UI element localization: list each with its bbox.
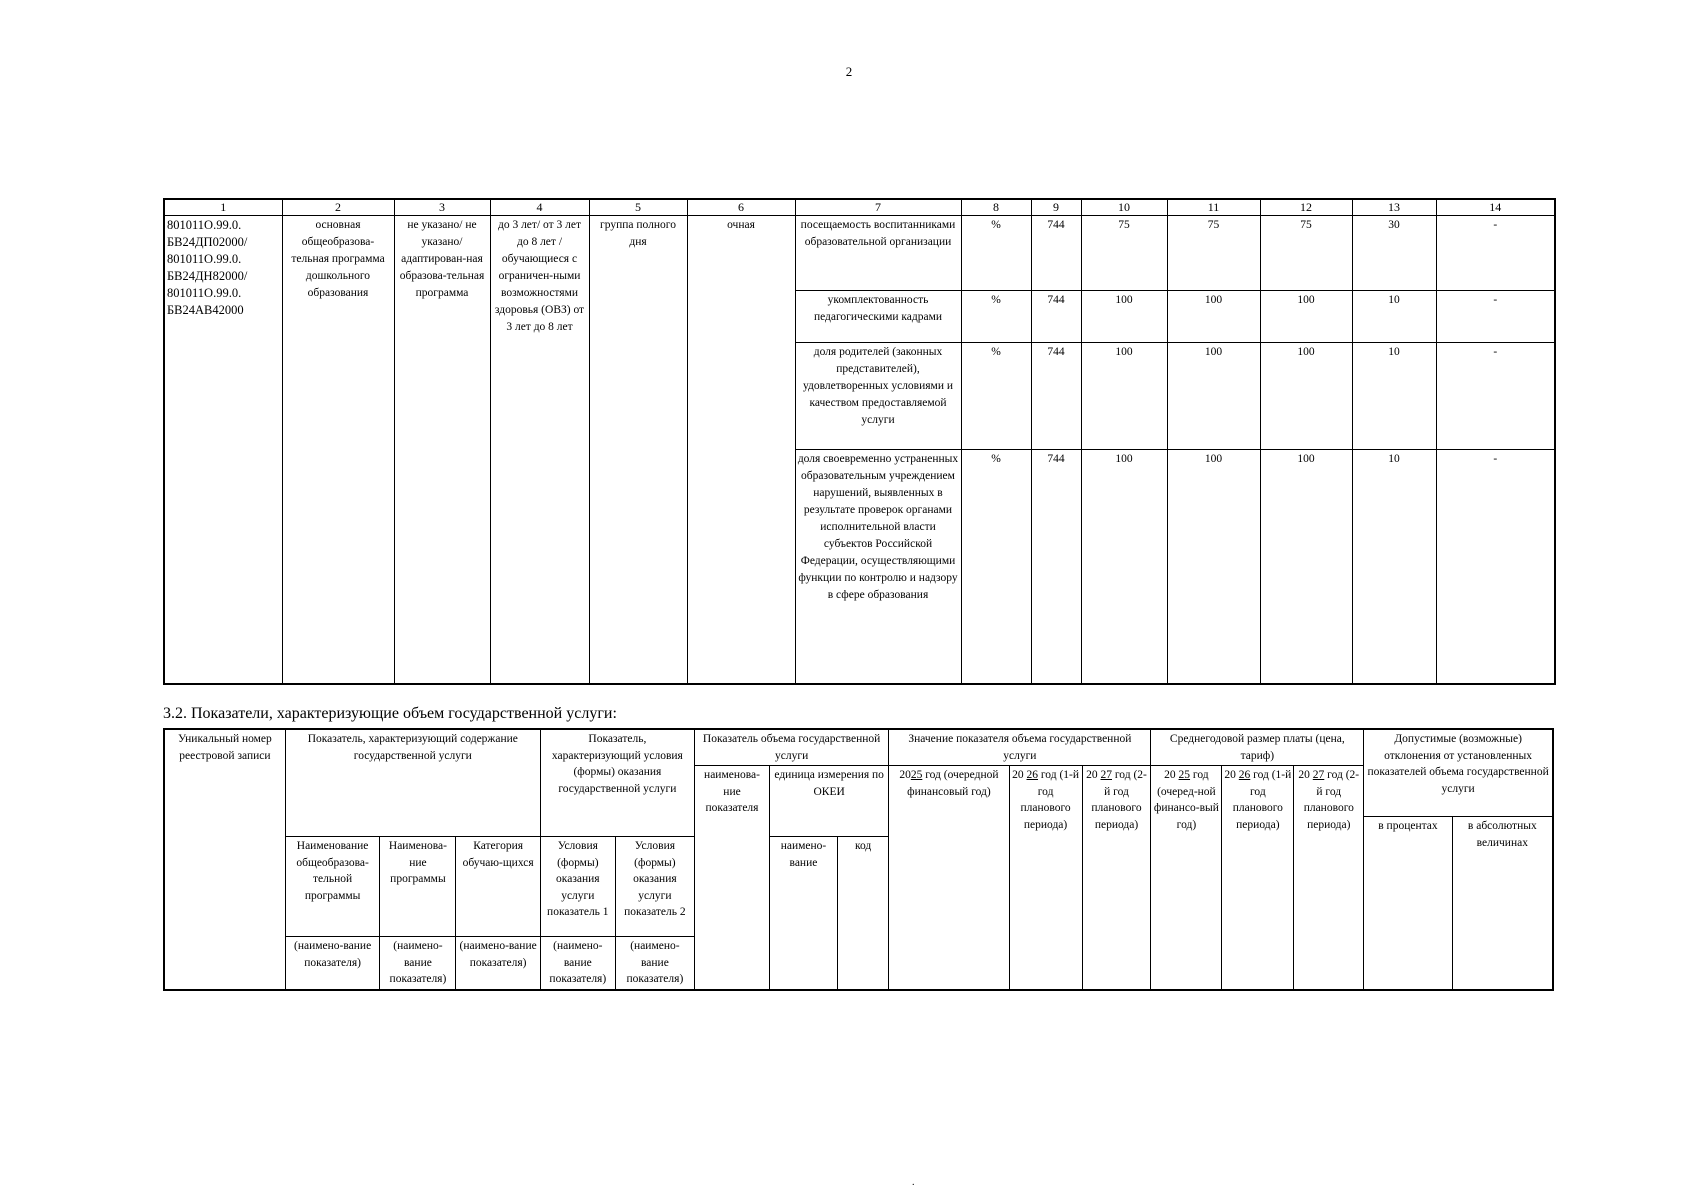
- indicator-deviation-abs: -: [1436, 450, 1555, 684]
- header-row: [164, 729, 1553, 766]
- header-deviations: Допустимые (возможные) отклонения от установленных показателей объема государственной услуги: [1364, 729, 1553, 817]
- header-dev-pct: в процентах: [1364, 817, 1452, 990]
- indicator-value: 100: [1260, 343, 1352, 450]
- year-value: 25: [1178, 769, 1191, 781]
- col-num-12: 12: [1260, 199, 1352, 216]
- registry-code: 801011О.99.0.: [167, 286, 242, 300]
- col-num-3: 3: [394, 199, 490, 216]
- col-num-2: 2: [282, 199, 394, 216]
- indicator-deviation-pct: 30: [1352, 216, 1436, 291]
- year-suffix: год (1-й год планового периода): [1020, 769, 1080, 831]
- header-condition-1: Условия (формы) оказания услуги показатель 1: [540, 837, 615, 937]
- col-num-5: 5: [589, 199, 687, 216]
- indicator-value: 100: [1167, 343, 1260, 450]
- header-indicator-label: (наимено-вание показателя): [615, 937, 694, 990]
- indicator-value: 100: [1260, 450, 1352, 684]
- indicator-unit: %: [961, 291, 1031, 343]
- indicator-code: 744: [1031, 216, 1081, 291]
- header-unit-name: наимено-вание: [770, 837, 838, 990]
- year-suffix: год (2-й год планового периода): [1091, 769, 1147, 831]
- indicator-name: укомплектованность педагогическими кадрами: [795, 291, 961, 343]
- indicator-deviation-abs: -: [1436, 216, 1555, 291]
- header-indicator-label: (наимено-вание показателя): [380, 937, 456, 990]
- col-num-10: 10: [1081, 199, 1167, 216]
- header-unit-code: код: [837, 837, 888, 990]
- indicator-name: доля родителей (законных представителей), удовлетворенных условиями и качеством предоставляемой услуги: [795, 343, 961, 450]
- header-category: Категория обучаю-щихся: [456, 837, 540, 937]
- indicator-value: 100: [1081, 450, 1167, 684]
- registry-code: БВ24ДН82000/: [167, 269, 248, 283]
- indicator-value: 100: [1081, 291, 1167, 343]
- header-unit: единица измерения по ОКЕИ: [770, 766, 889, 837]
- indicator-code: 744: [1031, 343, 1081, 450]
- indicator-deviation-abs: -: [1436, 291, 1555, 343]
- indicator-name: доля своевременно устраненных образовательным учреждением нарушений, выявленных в результате проверок органами исполнительной власти субъектов Российской Федерации, осуществляющими функции по контролю и надзору в сфере образования: [795, 450, 961, 684]
- col-num-11: 11: [1167, 199, 1260, 216]
- indicator-value: 100: [1260, 291, 1352, 343]
- year-prefix: 20: [1224, 769, 1236, 781]
- header-unique-number: Уникальный номер реестровой записи: [164, 729, 285, 990]
- header-content: Показатель, характеризующий содержание государственной услуги: [285, 729, 540, 837]
- col-num-13: 13: [1352, 199, 1436, 216]
- col-num-1: 1: [164, 199, 282, 216]
- indicator-deviation-pct: 10: [1352, 291, 1436, 343]
- indicator-deviation-pct: 10: [1352, 343, 1436, 450]
- indicator-unit: %: [961, 216, 1031, 291]
- program-type-cell: не указано/ не указано/ адаптирован-ная образова-тельная программа: [394, 216, 490, 684]
- indicator-unit: %: [961, 450, 1031, 684]
- program-cell: основная общеобразова-тельная программа дошкольного образования: [282, 216, 394, 684]
- col-num-14: 14: [1436, 199, 1555, 216]
- indicator-value: 75: [1260, 216, 1352, 291]
- header-dev-abs: в абсолютных величинах: [1452, 817, 1553, 990]
- year-prefix: 20: [1298, 769, 1310, 781]
- year-prefix: 20: [1164, 769, 1176, 781]
- col-num-6: 6: [687, 199, 795, 216]
- col-num-8: 8: [961, 199, 1031, 216]
- indicator-deviation-pct: 10: [1352, 450, 1436, 684]
- indicator-name: посещаемость воспитанниками образовательной организации: [795, 216, 961, 291]
- header-volume: Показатель объема государственной услуги: [694, 729, 888, 766]
- header-fee: Среднегодовой размер платы (цена, тариф): [1151, 729, 1364, 766]
- header-year-3: [1082, 766, 1151, 990]
- form-cell: очная: [687, 216, 795, 684]
- header-indicator-label: (наимено-вание показателя): [456, 937, 540, 990]
- year-value: 26: [1238, 769, 1251, 781]
- header-year-1: [889, 766, 1009, 990]
- year-prefix: 20: [1086, 769, 1098, 781]
- registry-codes-cell: [164, 216, 282, 684]
- year-suffix: год (очеред-ной финансо-вый год): [1153, 769, 1219, 831]
- year-suffix: год (1-й год планового периода): [1232, 769, 1292, 831]
- header-fee-year-3: [1294, 766, 1364, 990]
- year-prefix: 20: [1012, 769, 1024, 781]
- year-value: 25: [910, 769, 923, 781]
- header-fee-year-1: [1151, 766, 1222, 990]
- stay-mode-cell: группа полного дня: [589, 216, 687, 684]
- registry-code: БВ24АВ42000: [167, 303, 244, 317]
- col-num-7: 7: [795, 199, 961, 216]
- section-title: 3.2. Показатели, характеризующие объем государственной услуги:: [163, 705, 617, 722]
- header-indicator-label: (наимено-вание показателя): [285, 937, 380, 990]
- indicator-value: 75: [1167, 216, 1260, 291]
- header-indicator-name: наименова-ние показателя: [694, 766, 769, 990]
- volume-indicators-table: [163, 728, 1554, 991]
- header-condition-2: Условия (формы) оказания услуги показатель 2: [615, 837, 694, 937]
- year-value: 27: [1100, 769, 1112, 781]
- scan-mark: .: [912, 1177, 915, 1188]
- column-numbers-row: [164, 199, 1555, 216]
- indicator-code: 744: [1031, 450, 1081, 684]
- year-suffix: год (очередной финансовый год): [907, 769, 999, 798]
- registry-code: БВ24ДП02000/: [167, 235, 248, 249]
- registry-code: 801011О.99.0.: [167, 218, 242, 232]
- indicator-value: 75: [1081, 216, 1167, 291]
- indicator-deviation-abs: -: [1436, 343, 1555, 450]
- header-indicator-label: (наимено-вание показателя): [540, 937, 615, 990]
- header-conditions: Показатель, характеризующий условия (формы) оказания государственной услуги: [540, 729, 694, 837]
- year-value: 27: [1312, 769, 1325, 781]
- indicator-unit: %: [961, 343, 1031, 450]
- registry-code: 801011О.99.0.: [167, 252, 242, 266]
- indicator-code: 744: [1031, 291, 1081, 343]
- header-value: Значение показателя объема государственной услуги: [889, 729, 1151, 766]
- table-row: [164, 216, 1555, 291]
- quality-indicators-table: [163, 198, 1556, 685]
- page-number: 2: [845, 64, 853, 79]
- year-prefix: 20: [899, 769, 911, 781]
- col-num-9: 9: [1031, 199, 1081, 216]
- indicator-value: 100: [1081, 343, 1167, 450]
- indicator-value: 100: [1167, 291, 1260, 343]
- header-fee-year-2: [1222, 766, 1294, 990]
- header-program-name: Наименование общеобразова-тельной программы: [285, 837, 380, 937]
- header-year-2: [1009, 766, 1082, 990]
- col-num-4: 4: [490, 199, 589, 216]
- year-suffix: год (2-й год планового периода): [1303, 769, 1360, 831]
- indicator-value: 100: [1167, 450, 1260, 684]
- year-value: 26: [1026, 769, 1038, 781]
- header-program: Наименова-ние программы: [380, 837, 456, 937]
- category-cell: до 3 лет/ от 3 лет до 8 лет / обучающиеся с ограничен-ными возможностями здоровья (ОВЗ) от 3 лет до 8 лет: [490, 216, 589, 684]
